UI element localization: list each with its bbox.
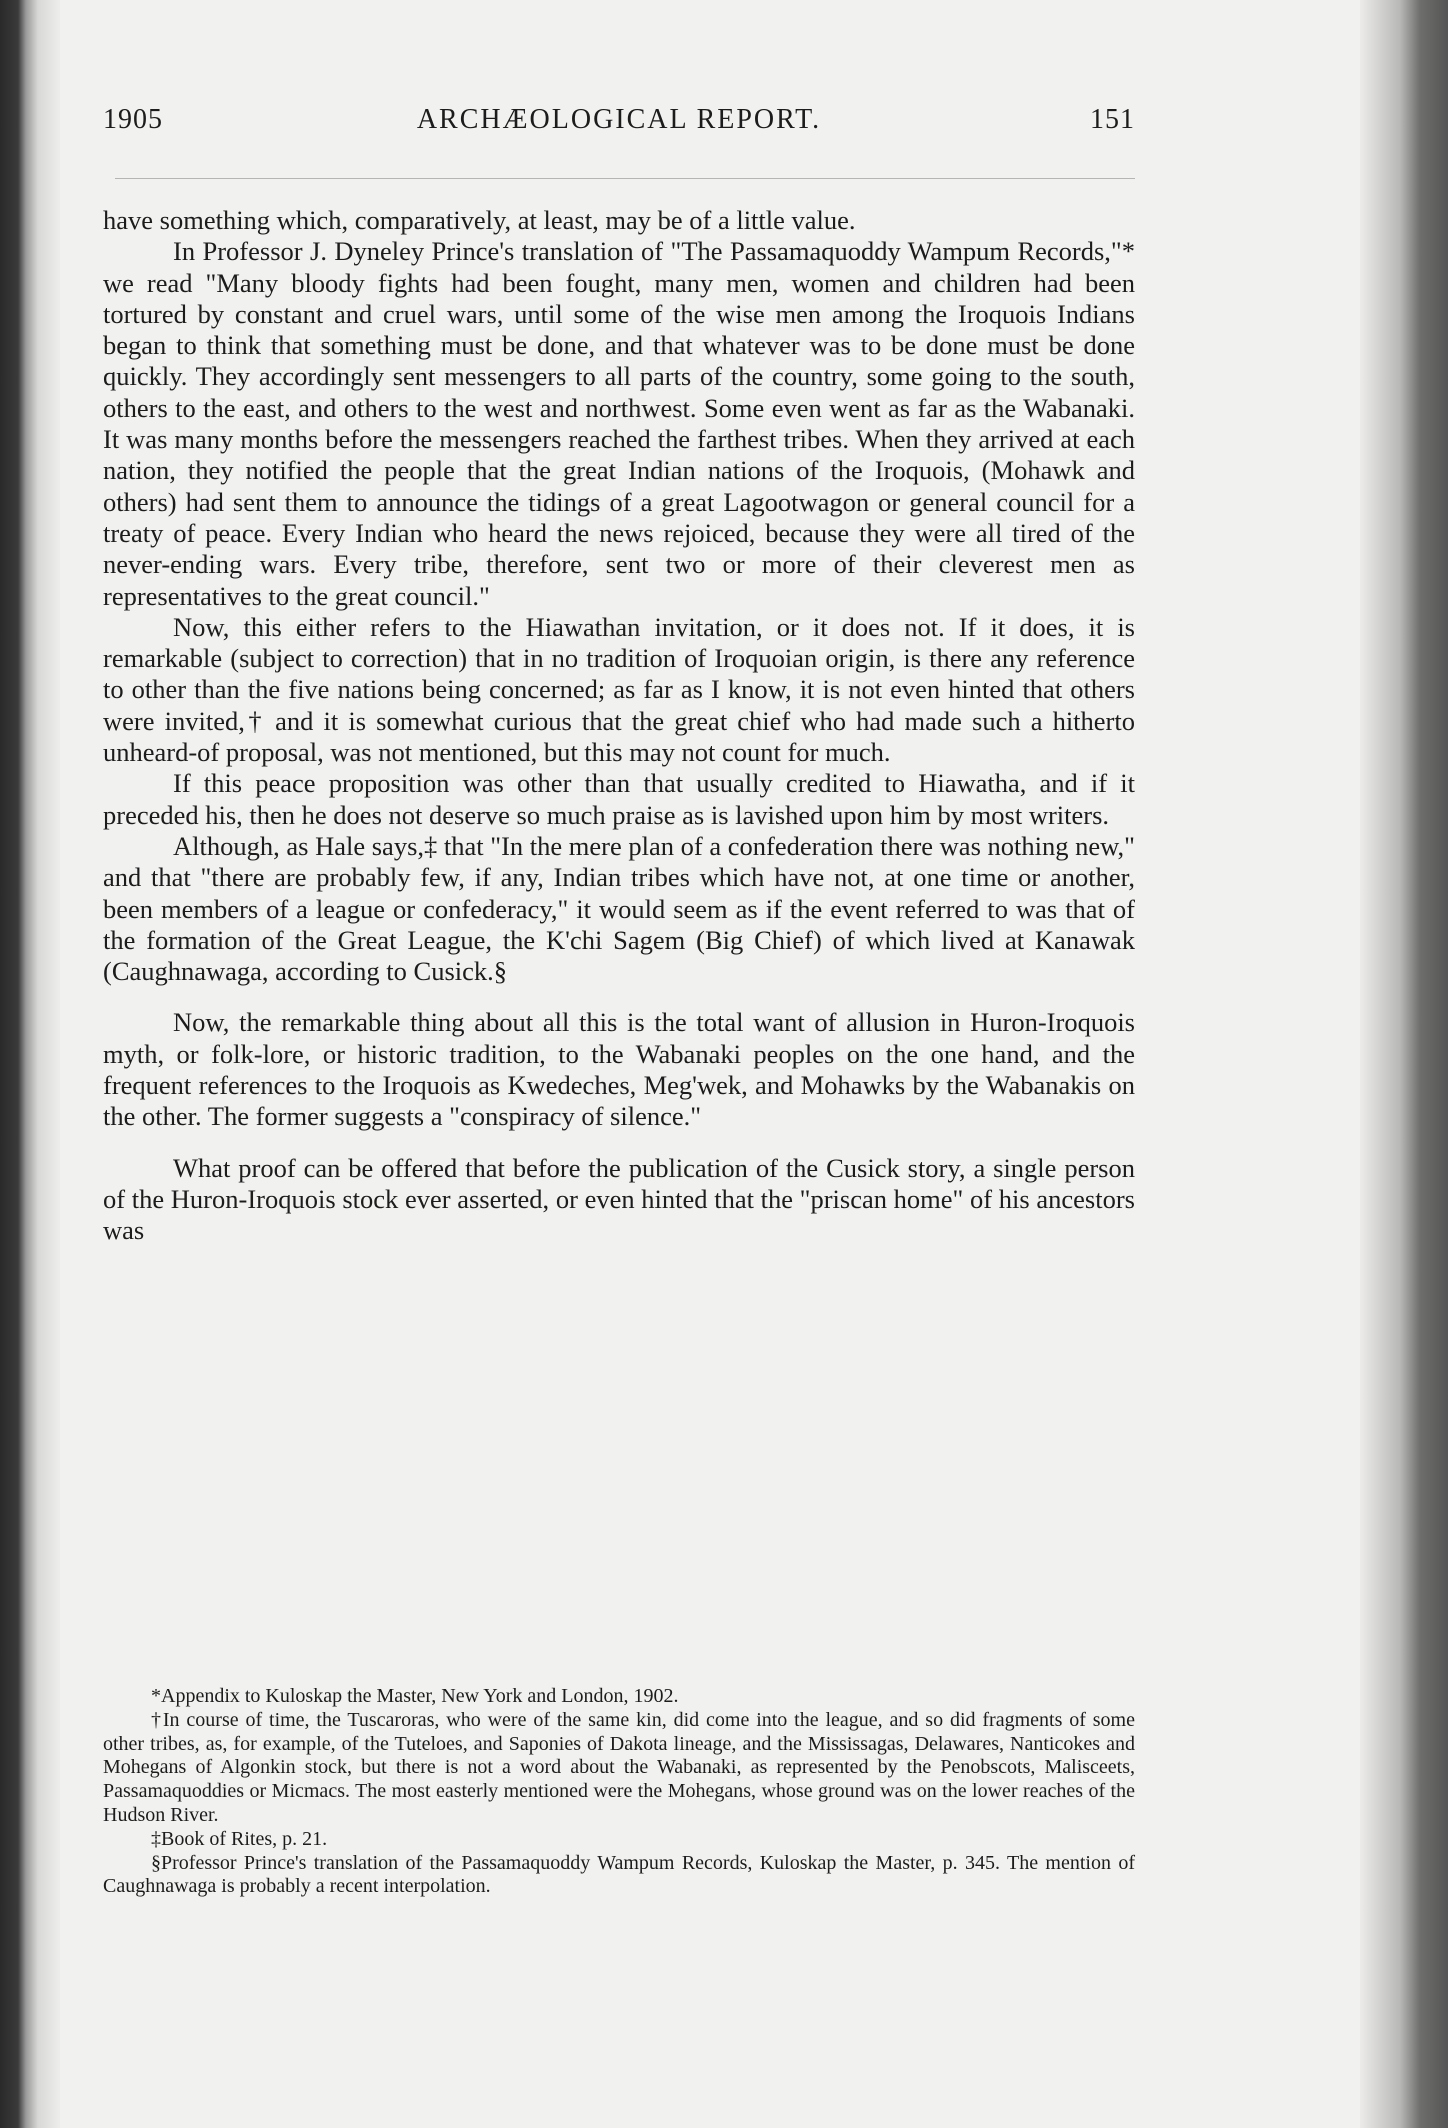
- body-text: [103, 205, 1135, 1247]
- paragraph: Now, this either refers to the Hiawathan invitation, or it does not. If it does, it is remarkable (subject to correction) that in no tradition of Iroquoian origin, is there any reference to other than the five nations being concerned; as far as I know, it is not even hinted that others were invited,† and it is somewhat curious that the great chief who had made such a hitherto unheard-of proposal, was not mentioned, but this may not count for much.: [103, 611, 1135, 768]
- paragraph: If this peace proposition was other than that usually credited to Hiawatha, and if it preceded his, then he does not deserve so much praise as is lavished upon him by most writers.: [103, 768, 1135, 830]
- footnotes: [103, 1685, 1135, 1899]
- running-head-year: 1905: [103, 104, 163, 135]
- book-page: [60, 0, 1360, 2128]
- show-through-text: [1298, 1010, 1358, 1480]
- paragraph: What proof can be offered that before the publication of the Cusick story, a single person of the Huron-Iroquois stock ever asserted, or even hinted that the "priscan home" of his ancestors was: [103, 1152, 1135, 1246]
- running-head: [103, 104, 1135, 144]
- paragraph: Now, the remarkable thing about all this is the total want of allusion in Huron-Iroquois myth, or folk-lore, or historic tradition, to the Wabanaki peoples on the one hand, and the frequent references to the Iroquois as Kwedeches, Meg'wek, and Mohawks by the Wabanakis on the other. The former suggests a "conspiracy of silence.": [103, 1007, 1135, 1132]
- footnote: ‡Book of Rites, p. 21.: [151, 1827, 328, 1850]
- footnote: *Appendix to Kuloskap the Master, New York and London, 1902.: [151, 1685, 679, 1707]
- running-head-title: ARCHÆOLOGICAL REPORT.: [416, 104, 822, 135]
- footnote: †In course of time, the Tuscaroras, who were of the same kin, did come into the league, and so did fragments of some other tribes, as, for example, of the Tuteloes, and Saponies of Dakota lineage, and the Mississagas, Delawares, Nanticokes and Mohegans of Algonkin stock, but there is not a word about the Wabanaki, as represented by the Penobscots, Malisceets, Passamaquoddies or Micmacs. The most easterly mentioned were the Mohegans, whose ground was on the lower reaches of the Hudson River.: [103, 1708, 1135, 1826]
- page-number: 151: [1090, 104, 1135, 135]
- paragraph: have something which, comparatively, at least, may be of a little value.: [103, 205, 856, 235]
- page-edge-shadow: [1360, 0, 1448, 2128]
- paragraph: Although, as Hale says,‡ that "In the mere plan of a confederation there was nothing new," and that "there are probably few, if any, Indian tribes which have not, at one time or another, been members of a league or confederacy," it would seem as if the event referred to was that of the formation of the Great League, the K'chi Sagem (Big Chief) of which lived at Kanawak (Caughnawaga, according to Cusick.§: [103, 830, 1135, 987]
- book-gutter-shadow: [0, 0, 60, 2128]
- paragraph: In Professor J. Dyneley Prince's translation of "The Passamaquoddy Wampum Records,"* we read "Many bloody fights had been fought, many men, women and children had been tortured by constant and cruel wars, until some of the wise men among the Iroquois Indians began to think that something must be done, and that whatever was to be done must be done quickly. They accordingly sent messengers to all parts of the country, some going to the south, others to the east, and others to the west and northwest. Some even went as far as the Wabanaki. It was many months before the messengers reached the farthest tribes. When they arrived at each nation, they notified the people that the great Indian nations of the Iroquois, (Mohawk and others) had sent them to announce the tidings of a great Lagootwagon or general council for a treaty of peace. Every Indian who heard the news rejoiced, because they were all tired of the never-ending wars. Every tribe, therefore, sent two or more of their cleverest men as representatives to the great council.": [103, 236, 1135, 611]
- header-rule: [115, 178, 1135, 179]
- footnote: §Professor Prince's translation of the Passamaquoddy Wampum Records, Kuloskap the Master, p. 345. The mention of Caughnawaga is probably a recent interpolation.: [103, 1851, 1135, 1898]
